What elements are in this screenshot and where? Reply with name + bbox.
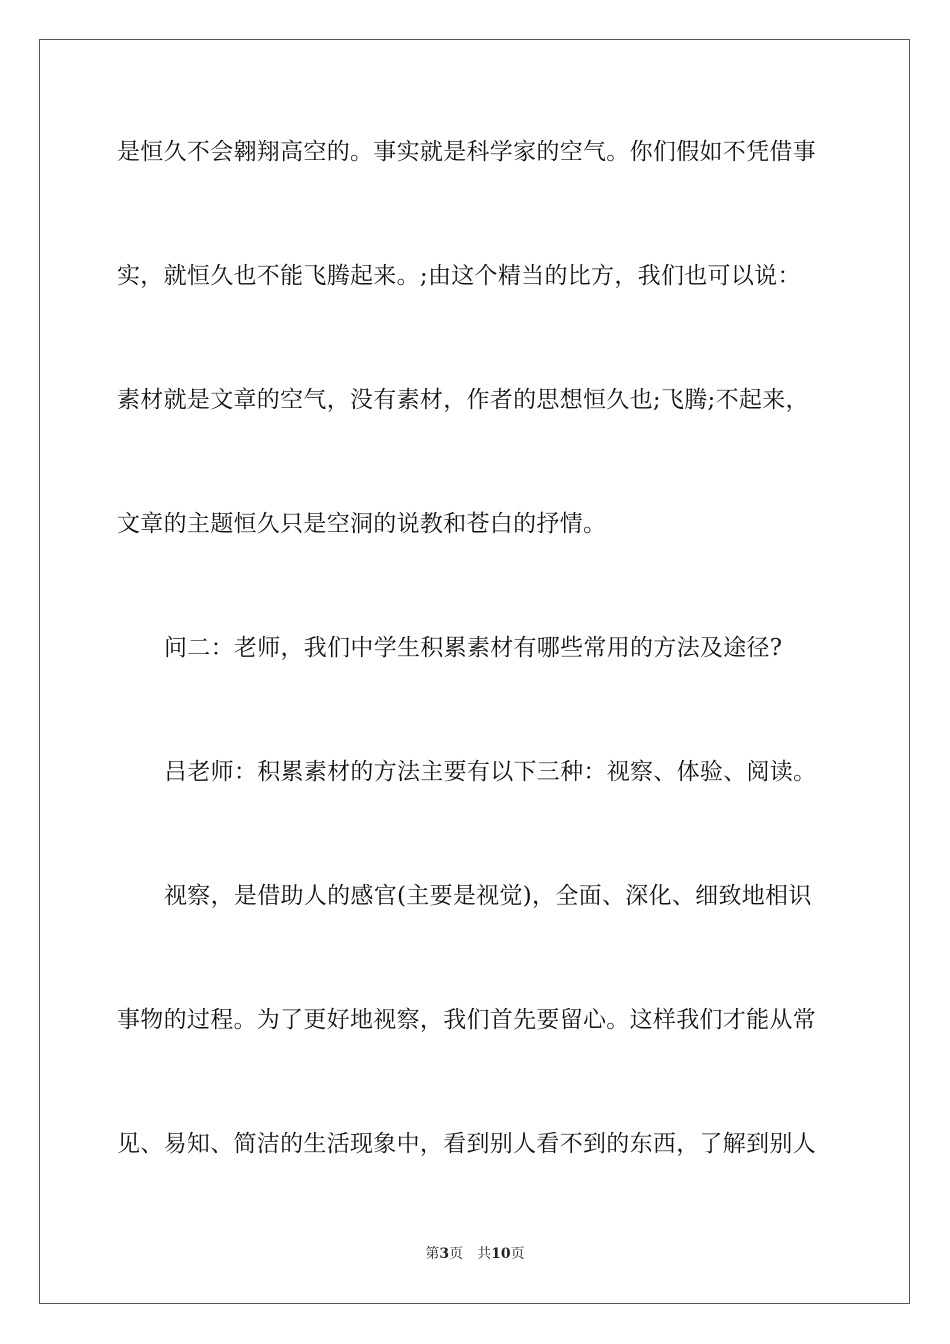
footer-page-number: 3 — [439, 1246, 450, 1262]
body-text-line-4: 文章的主题恒久只是空洞的说教和苍白的抒情。 — [117, 511, 607, 537]
page-footer — [0, 1245, 950, 1263]
footer-total-prefix: 共 — [477, 1246, 492, 1262]
question-paragraph: 问二：老师，我们中学生积累素材有哪些常用的方法及途径? — [164, 635, 783, 661]
observation-paragraph-line-1: 视察，是借助人的感官(主要是视觉)，全面、深化、细致地相识 — [164, 883, 812, 909]
footer-page-suffix: 页 — [449, 1246, 464, 1262]
observation-paragraph-line-2: 事物的过程。为了更好地视察，我们首先要留心。这样我们才能从常 — [117, 1007, 816, 1033]
answer-paragraph: 吕老师：积累素材的方法主要有以下三种：视察、体验、阅读。 — [164, 759, 817, 785]
body-text-line-1: 是恒久不会翱翔高空的。事实就是科学家的空气。你们假如不凭借事 — [117, 139, 816, 165]
footer-total-suffix: 页 — [510, 1246, 525, 1262]
page-border — [39, 39, 910, 1304]
body-text-line-2: 实，就恒久也不能飞腾起来。;由这个精当的比方，我们也可以说： — [117, 263, 801, 289]
footer-page-prefix: 第 — [425, 1246, 440, 1262]
footer-total-number: 10 — [491, 1246, 511, 1262]
observation-paragraph-line-3: 见、易知、简洁的生活现象中，看到别人看不到的东西，了解到别人 — [117, 1131, 816, 1157]
body-text-line-3: 素材就是文章的空气，没有素材，作者的思想恒久也;飞腾;不起来， — [117, 387, 809, 413]
